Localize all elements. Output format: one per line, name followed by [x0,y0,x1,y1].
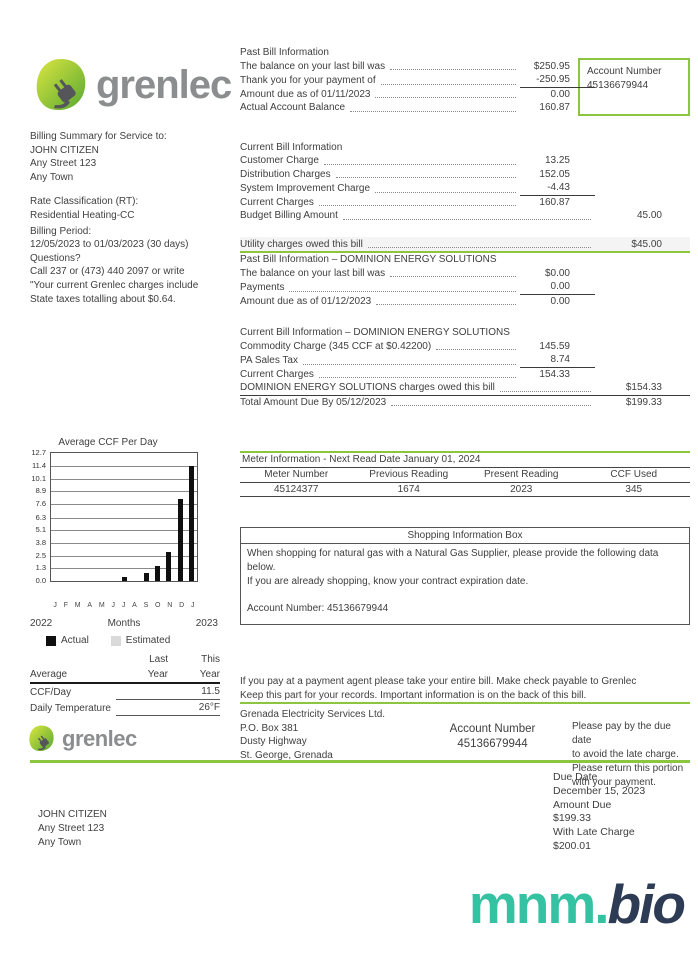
stats-row-ccf: CCF/Day 11.5 [30,686,220,698]
stub-address-1: Any Street 123 [38,823,105,834]
bill-row: The balance on your last bill was $250.95 [240,60,570,72]
amount-due-value: $199.33 [553,812,591,825]
ccf-chart [18,437,218,609]
year-right-label: 2023 [195,618,218,629]
utility-address-1: P.O. Box 381 [240,722,299,734]
service-to-heading: Billing Summary for Service to: [30,131,167,142]
watermark-part-1: mnm. [468,873,608,935]
billing-period-value: 12/05/2023 to 01/03/2023 (30 days) [30,239,189,251]
actual-swatch-icon [46,636,56,646]
rate-class-heading: Rate Classification (RT): [30,196,139,208]
bill-row: Current Charges 160.87 [240,196,570,208]
amount-due-label: Amount Due [553,798,612,811]
stats-header-bottom: Average Year Year [30,667,220,684]
ccf-chart-plot [50,452,198,582]
shopping-box-account: Account Number: 45136679944 [247,603,389,614]
shopping-box-line-2: If you are already shopping, know your contract expiration date. [247,576,529,587]
bill-row: PA Sales Tax 8.74 [240,353,690,368]
logo-wordmark: grenlec [62,725,137,751]
year-left-label: 2022 [30,618,53,629]
bill-row: Distribution Charges 152.05 [240,168,570,180]
bill-row: Amount due as of 01/11/2023 0.00 [240,88,570,100]
green-divider [240,702,690,704]
mnm-bio-watermark [469,874,684,934]
year-comparison-table [30,652,220,716]
customer-name: JOHN CITIZEN [30,144,99,156]
chart-title: Average CCF Per Day [58,437,158,448]
payment-note-2: Keep this part for your records. Important information is on the back of this bill. [240,689,587,701]
dominion-past-title: Past Bill Information – DOMINION ENERGY SOLUTIONS [240,254,497,265]
x-axis-title: Months [107,618,141,629]
utility-address-2: Dusty Highway [240,736,307,747]
late-charge-value: $200.01 [553,839,591,852]
grenlec-logo-small [28,724,137,753]
grenlec-logo [34,56,231,114]
stub-address-2: Any Town [38,837,82,848]
shopping-information-box [240,527,690,625]
leaf-plug-icon [34,56,90,114]
bill-row: Amount due as of 01/12/2023 0.00 [240,295,570,307]
watermark-part-2: bio [607,873,684,935]
payment-note-1: If you pay at a payment agent please take your entire bill. Make check payable to Grenlec [240,676,637,687]
utility-company-name: Grenada Electricity Services Ltd. [240,709,386,720]
total-due-row: Total Amount Due By 05/12/2023 $199.33 [240,396,662,408]
tax-note-1: "Your current Grenlec charges include [30,279,199,291]
meter-data-row: 45124377 1674 2023 345 [240,483,690,498]
legend-estimated-label: Estimated [125,635,171,646]
meter-header-row: Meter Number Previous Reading Present Reading CCF Used [240,468,690,483]
budget-billing-row: Budget Billing Amount 45.00 [240,210,662,221]
current-bill-title: Current Bill Information [240,141,343,153]
shopping-box-line-1: When shopping for natural gas with a Natural Gas Supplier, please provide the following data below. [247,548,659,573]
chart-legend [46,635,170,646]
billing-period-heading: Billing Period: [30,225,92,237]
pay-instruction-4: with your payment. [572,777,656,788]
questions-heading: Questions? [30,252,81,264]
legend-actual [46,635,89,646]
dominion-owed-row: DOMINION ENERGY SOLUTIONS charges owed this bill $154.33 [240,381,690,396]
due-date-value: December 15, 2023 [553,784,646,797]
chart-x-axis-caption [30,618,218,629]
stats-header-top: Last This [149,654,220,665]
account-number-value: 45136679944 [587,80,649,91]
due-summary-block [553,771,645,854]
pay-instruction-3: Please return this portion [572,763,684,774]
utility-charges-row: Utility charges owed this bill $45.00 [240,237,690,254]
logo-wordmark: grenlec [96,62,232,107]
bill-row: Commodity Charge (345 CCF at $0.42200) 145.59 [240,340,570,352]
rate-class-value: Residential Heating-CC [30,209,135,221]
bill-row: The balance on your last bill was $0.00 [240,267,570,279]
remit-account-number: 45136679944 [457,738,528,750]
customer-address-2: Any Town [30,171,74,183]
dominion-current-title: Current Bill Information – DOMINION ENERGY SOLUTIONS [240,327,510,338]
questions-line: Call 237 or (473) 440 2097 or write [30,266,185,278]
green-divider-full [30,760,690,763]
meter-info-title: Meter Information - Next Read Date January 01, 2024 [240,453,690,468]
mailing-address-block [38,808,107,850]
utility-address-3: St. George, Grenada [240,749,333,761]
shopping-box-title: Shopping Information Box [241,528,689,544]
bill-row: System Improvement Charge -4.43 [240,181,690,196]
due-date-label: Due Date [553,771,598,783]
bill-row: Actual Account Balance 160.87 [240,102,570,113]
bill-row: Current Charges 154.33 [240,368,570,380]
tax-note-2: State taxes totalling about $0.64. [30,293,176,305]
chart-y-axis-labels: 0.0 1.3 2.5 3.8 5.1 6.3 7.6 8.9 10.1 11.4 12.7 [31,448,46,585]
account-number-label: Account Number [587,66,662,77]
bill-detail-column [240,46,690,790]
pay-instruction-1: Please pay by the due date [572,721,671,746]
remit-account-label: Account Number [449,723,536,735]
bill-row: Customer Charge 13.25 [240,155,570,166]
customer-address-1: Any Street 123 [30,158,97,170]
estimated-swatch-icon [111,636,121,646]
stub-customer-name: JOHN CITIZEN [38,809,107,820]
chart-x-axis-labels: J F M A M J J A S O N D J [53,602,195,609]
past-bill-title: Past Bill Information [240,47,329,58]
late-charge-label: With Late Charge [553,826,635,839]
stats-row-temp: Daily Temperature 26°F [30,702,220,714]
bill-row: Payments 0.00 [240,280,690,295]
legend-actual-label: Actual [61,635,89,646]
leaf-plug-icon [28,724,56,753]
billing-summary-block [30,130,235,306]
pay-instruction-2: to avoid the late charge. [572,749,679,760]
bill-row: Thank you for your payment of -250.95 [240,73,690,88]
legend-estimated [111,635,170,646]
